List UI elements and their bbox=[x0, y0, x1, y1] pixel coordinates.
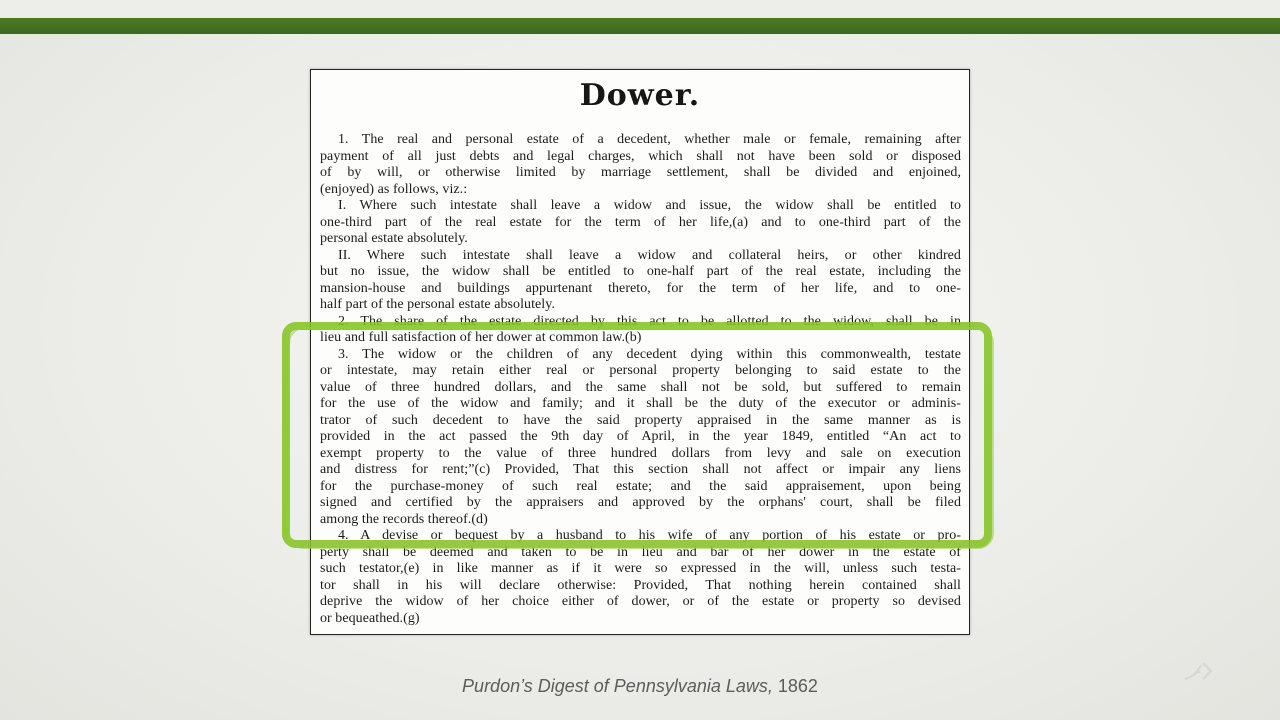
document-line: perty shall be deemed and taken to be in lieu and bar of her dower in the estate of bbox=[320, 544, 961, 560]
document-line: 4. A devise or bequest by a husband to his wife of any portion of his estate or pro- bbox=[338, 528, 961, 543]
document-line: one-third part of the real estate for the term of her life,(a) and to one-third part of the bbox=[320, 214, 961, 230]
document-line: or intestate, may retain either real or personal property belonging to said estate to the bbox=[320, 363, 961, 378]
leaf-logo-icon bbox=[1181, 659, 1215, 683]
document-line: provided in the act passed the 9th day of April, in the year 1849, entitled “An act to bbox=[320, 429, 961, 444]
top-band bbox=[0, 0, 1280, 18]
document-line: value of three hundred dollars, and the same shall not be sold, but suffered to remain bbox=[320, 379, 961, 395]
document-line: 1. The real and personal estate of a decedent, whether male or female, remaining after bbox=[338, 132, 961, 147]
document-line: (enjoyed) as follows, viz.: bbox=[320, 181, 468, 197]
document-line: II. Where such intestate shall leave a widow and collateral heirs, or other kindred bbox=[338, 247, 961, 263]
document-line: lieu and full satisfaction of her dower at common law.(b) bbox=[320, 330, 642, 345]
document-line: mansion-house and buildings appurtenant thereto, for the term of her life, and to one- bbox=[320, 280, 961, 296]
highlight-box-stroke bbox=[288, 327, 994, 549]
document-line: but no issue, the widow shall be entitled to one-half part of the real estate, including the bbox=[320, 264, 961, 279]
caption-year: 1862 bbox=[772, 676, 818, 696]
caption-title: Purdon’s Digest of Pennsylvania Laws, bbox=[462, 676, 773, 696]
document-line: payment of all just debts and legal charges, which shall not have been sold or disposed bbox=[320, 148, 961, 164]
document-line: tor shall in his will declare otherwise: Provided, That nothing herein contained shall bbox=[320, 577, 961, 593]
document-line: for the use of the widow and family; and it shall be the duty of the executor or adminis- bbox=[320, 396, 961, 411]
document-line: exempt property to the value of three hundred dollars from levy and sale on execution bbox=[320, 445, 961, 461]
slide-caption bbox=[0, 676, 1280, 697]
document-line: of by will, or otherwise limited by marriage settlement, shall be divided and enjoined, bbox=[320, 165, 961, 180]
document-line: I. Where such intestate shall leave a widow and issue, the widow shall be entitled to bbox=[338, 198, 961, 213]
document-line: for the purchase-money of such real estate; and the said appraisement, upon being bbox=[320, 478, 961, 494]
document-line: half part of the personal estate absolutely. bbox=[320, 297, 555, 312]
document-line: 2. The share of the estate directed by this act to be allotted to the widow, shall be in bbox=[338, 313, 961, 329]
document-line: personal estate absolutely. bbox=[320, 231, 468, 246]
document-title: Dower. bbox=[579, 78, 701, 113]
document-line: 3. The widow or the children of any decedent dying within this commonwealth, testate bbox=[338, 346, 961, 362]
document-line: among the records thereof.(d) bbox=[320, 511, 488, 527]
document-line: such testator,(e) in like manner as if it were so expressed in the will, unless such testa- bbox=[320, 561, 961, 576]
document-line: trator of such decedent to have the said property appraised in the same manner as is bbox=[320, 412, 961, 428]
top-accent-bar bbox=[0, 18, 1280, 34]
document-line: and distress for rent;”(c) Provided, That this section shall not affect or impair any liens bbox=[320, 462, 961, 477]
document-line: signed and certified by the appraisers and approved by the orphans' court, shall be filed bbox=[320, 495, 961, 510]
document-line: or bequeathed.(g) bbox=[320, 610, 420, 626]
document-line: deprive the widow of her choice either of dower, or of the estate or property so devised bbox=[320, 594, 961, 609]
